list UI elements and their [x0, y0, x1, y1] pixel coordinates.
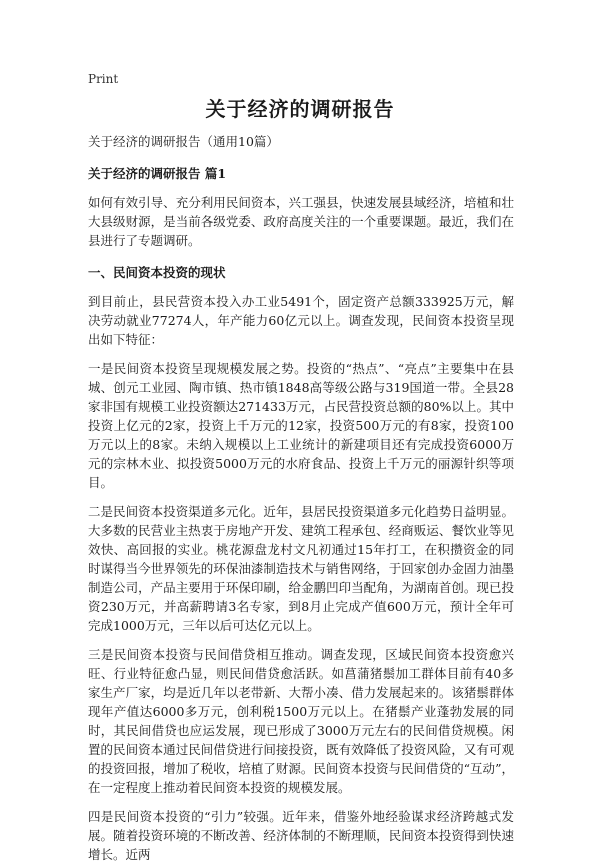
- paragraph: 二是民间资本投资渠道多元化。近年，县居民投资渠道多元化趋势日益明显。大多数的民营业主热衷于房地产开发、建筑工程承包、经商贩运、餐饮业等见效快、高回报的实业。桃花源盘龙村文凡初通过15年打工，在积攒资金的同时谋得当今世界领先的环保油漆制造技术与销售网络，于回家创办金固力油墨制造公司，产品主要用于环保印刷，给金鹏凹印当配角，为湖南首创。现已投资230万元，并高薪聘请3名专家，到8月止完成产值600万元，预计全年可完成1000万元，三年以后可达亿元以上。: [88, 504, 514, 633]
- document-subtitle: 关于经济的调研报告（通用10篇）: [88, 134, 279, 149]
- paragraph: 三是民间资本投资与民间借贷相互推动。调查发现，区域民间资本投资愈兴旺、行业特征愈凸显，则民间借贷愈活跃。如菖蒲猪鬃加工群体目前有40多家生产厂家，均是近几年以老带新、大帮小凑、借力发展起来的。该猪鬃群体现年产值达6000多万元，创利税1500万元以上。在猪鬃产业蓬勃发展的同时，其民间借贷也应运发展，现已形成了3000万元左右的民间借贷规模。闲置的民间资本通过民间借贷进行间接投资，既有效降低了投资风险，又有可观的投资回报，增加了税收，培植了财源。民间资本投资与民间借贷的“互动”，在一定程度上推动着民间资本投资的规模发展。: [88, 647, 514, 795]
- document-body: [88, 124, 514, 864]
- paragraph: 四是民间资本投资的“引力”较强。近年来，借鉴外地经验谋求经济跨越式发展。随着投资环境的不断改善、经济体制的不断理顺，民间资本投资得到快速增长。近两: [88, 809, 514, 862]
- section-title: 关于经济的调研报告 篇1: [88, 166, 227, 181]
- print-link[interactable]: Print: [88, 72, 119, 86]
- paragraph: 到目前止，县民营资本投入办工业5491个，固定资产总额333925万元，解决劳动就业77274人，年产能力60亿元以上。调查发现，民间资本投资呈现出如下特征：: [88, 294, 514, 347]
- paragraph: 一是民间资本投资呈现规模发展之势。投资的“热点”、“亮点”主要集中在县城、创元工业园、陶市镇、热市镇1848高等级公路与319国道一带。全县28家非国有规模工业投资额达271433万元，占民营投资总额的80%以上。其中投资上亿元的2家，投资上千万元的12家，投资500万元的有8家，投资100万元以上的8家。未纳入规模以上工业统计的新建项目还有完成投资6000万元的宗林木业、拟投资5000万元的水府食品、投资上千万元的丽源针织等项目。: [88, 361, 514, 490]
- heading-investment-status: 一、民间资本投资的现状: [88, 265, 226, 280]
- intro-paragraph: 如何有效引导、充分利用民间资本，兴工强县，快速发展县域经济，培植和壮大县级财源，是当前各级党委、政府高度关注的一个重要课题。最近，我们在县进行了专题调研。: [88, 195, 514, 248]
- document-title: 关于经济的调研报告: [205, 97, 395, 121]
